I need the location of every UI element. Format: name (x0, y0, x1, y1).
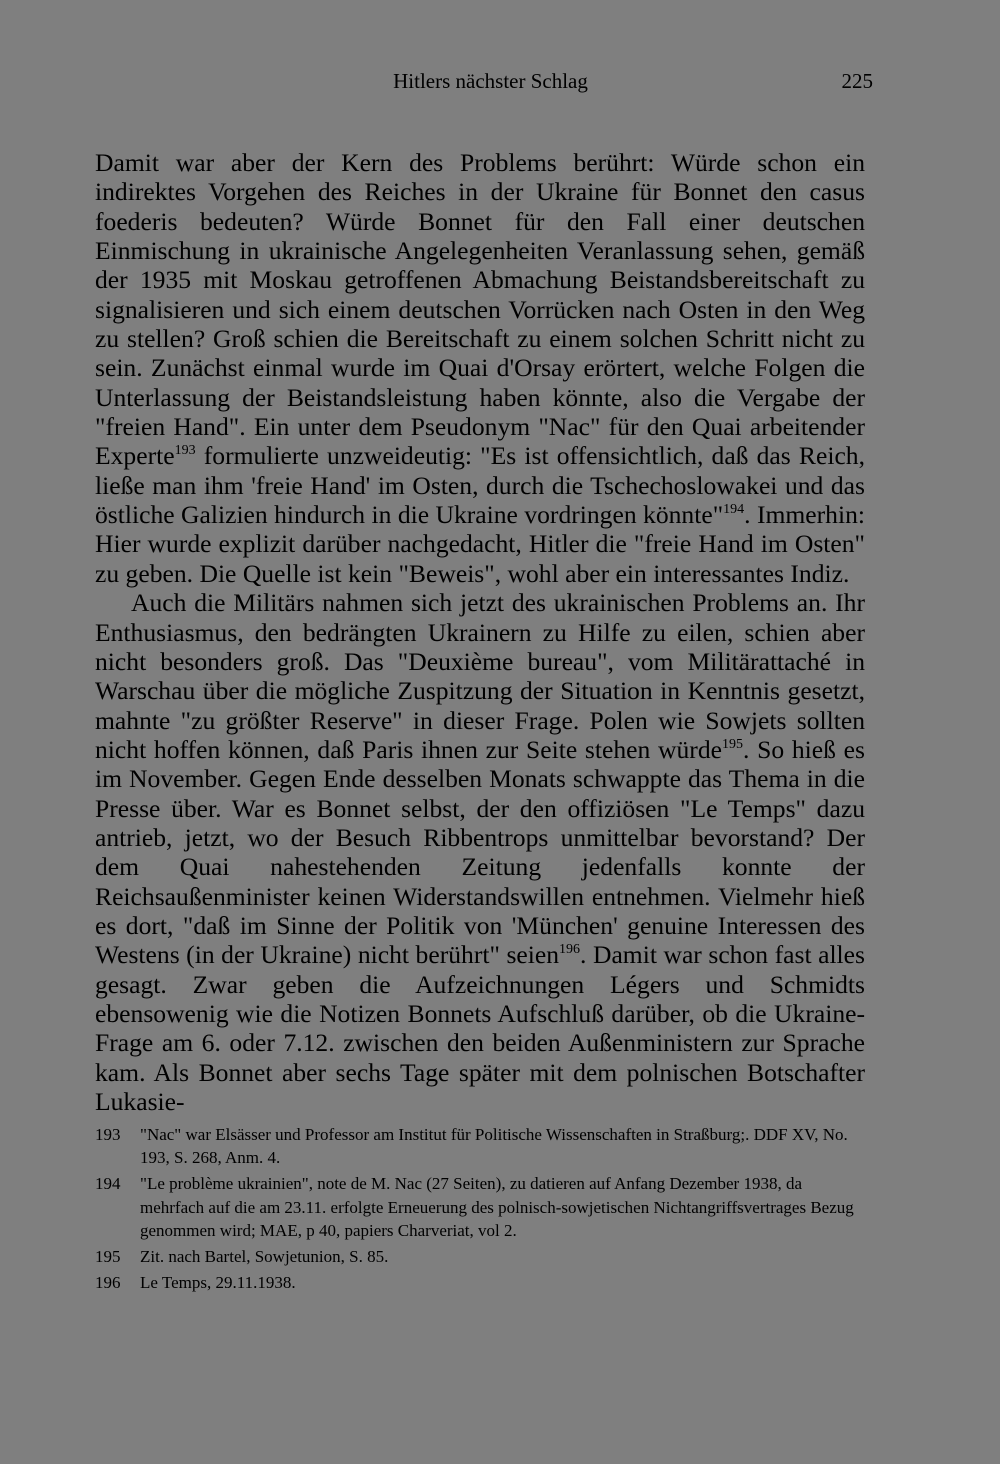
paragraph-1-text-1: Damit war aber der Kern des Problems berührt: Würde schon ein indirektes Vorgehen des Reiches in der Ukraine für Bonnet den casus foederis bedeuten? Würde Bonnet für den Fall einer deutschen Einmischung in ukrainische Angelegenheiten Veranlassung sehen, gemäß der 1935 mit Moskau getroffenen Abmachung Beistandsbereitschaft zu signalisieren und sich einem deutschen Vorrücken nach Osten in den Weg zu stellen? Groß schien die Bereitschaft zu einem solchen Schritt nicht zu sein. Zunächst einmal wurde im Quai d'Orsay erörtert, welche Folgen die Unterlassung der Beistandsleistung haben könnte, also die Vergabe der "freien Hand". Ein unter dem Pseudonym "Nac" für den Quai arbeitender Experte (95, 148, 865, 471)
running-title: Hitlers nächster Schlag (393, 69, 588, 93)
paragraph-1-text-2: formulierte unzweideutig: "Es ist offensichtlich, daß das Reich, ließe man ihm 'freie Hand' im Osten, durch die Tschechoslowakei und das östliche Galizien hindurch in die Ukraine vordringen könnte" (95, 441, 865, 530)
footnote-193 (95, 1123, 865, 1169)
footnotes (95, 1123, 865, 1294)
page-number: 225 (841, 69, 873, 93)
footnote-text: Zit. nach Bartel, Sowjetunion, S. 85. (140, 1247, 389, 1267)
body-text (95, 148, 865, 1116)
footnote-text: Le Temps, 29.11.1938. (140, 1273, 296, 1293)
footnote-number: 194 (95, 1174, 121, 1194)
paragraph-2-text-1: Auch die Militärs nahmen sich jetzt des ukrainischen Problems an. Ihr Enthusiasmus, den bedrängten Ukrainern zu Hilfe zu eilen, schien aber nicht besonders groß. Das "Deuxième bureau", vom Militärattaché in Warschau über die mögliche Zuspitzung der Situation in Kenntnis gesetzt, mahnte "zu größter Reserve" in dieser Frage. Polen wie Sowjets sollten nicht hoffen können, daß Paris ihnen zur Seite stehen würde (95, 588, 865, 764)
footnote-number: 193 (95, 1125, 121, 1144)
footnote-ref-196: 196 (559, 942, 581, 958)
paragraph-2 (95, 588, 865, 1116)
footnote-ref-194: 194 (723, 502, 745, 518)
footnote-text: "Le problème ukrainien", note de M. Nac (27 Seiten), zu datieren auf Anfang Dezember 1938, da mehrfach auf die am 23.11. erfolgte Erneuerung des polnisch-sowjetischen Nichtangriffsvertrages Bezug genommen wird; MAE, p 40, papiers Charveriat, vol 2. (140, 1174, 854, 1240)
footnote-text: "Nac" war Elsässer und Professor am Institut für Politische Wissenschaften in Straßburg;. DDF XV, No. 193, S. 268, Anm. 4. (140, 1125, 848, 1168)
paragraph-2-text-2: . So hieß es im November. Gegen Ende desselben Monats schwappte das Thema in die Presse über. War es Bonnet selbst, der den offiziösen "Le Temps" dazu antrieb, jetzt, wo der Besuch Ribbentrops unmittelbar bevorstand? Der dem Quai nahestehenden Zeitung jedenfalls konnte der Reichsaußenminister keinen Widerstandswillen entnehmen. Vielmehr hieß es dort, "daß im Sinne der Politik von 'München' genuine Interessen des Westens (in der Ukraine) nicht berührt" seien (95, 734, 865, 970)
footnote-ref-195: 195 (722, 736, 743, 752)
footnote-196 (95, 1271, 865, 1294)
running-header (108, 66, 873, 96)
footnote-number: 195 (95, 1247, 121, 1267)
footnote-195 (95, 1245, 865, 1268)
paragraph-2-text-3: . Damit war schon fast alles gesagt. Zwar geben die Aufzeichnungen Légers und Schmidts ebensowenig wie die Notizen Bonnets Aufschluß darüber, ob die Ukraine-Frage am 6. oder 7.12. zwischen den beiden Außenministern zur Sprache kam. Als Bonnet aber sechs Tage später mit dem polnischen Botschafter Lukasie- (95, 940, 865, 1116)
paragraph-1-text-3: . Immerhin: Hier wurde explizit darüber nachgedacht, Hitler die "freie Hand im Osten" zu geben. Die Quelle ist kein "Beweis", wohl aber ein interessantes Indiz. (95, 500, 865, 588)
footnote-ref-193: 193 (174, 443, 196, 459)
footnote-194 (95, 1172, 865, 1242)
paragraph-1 (95, 148, 865, 588)
footnote-number: 196 (95, 1273, 121, 1293)
